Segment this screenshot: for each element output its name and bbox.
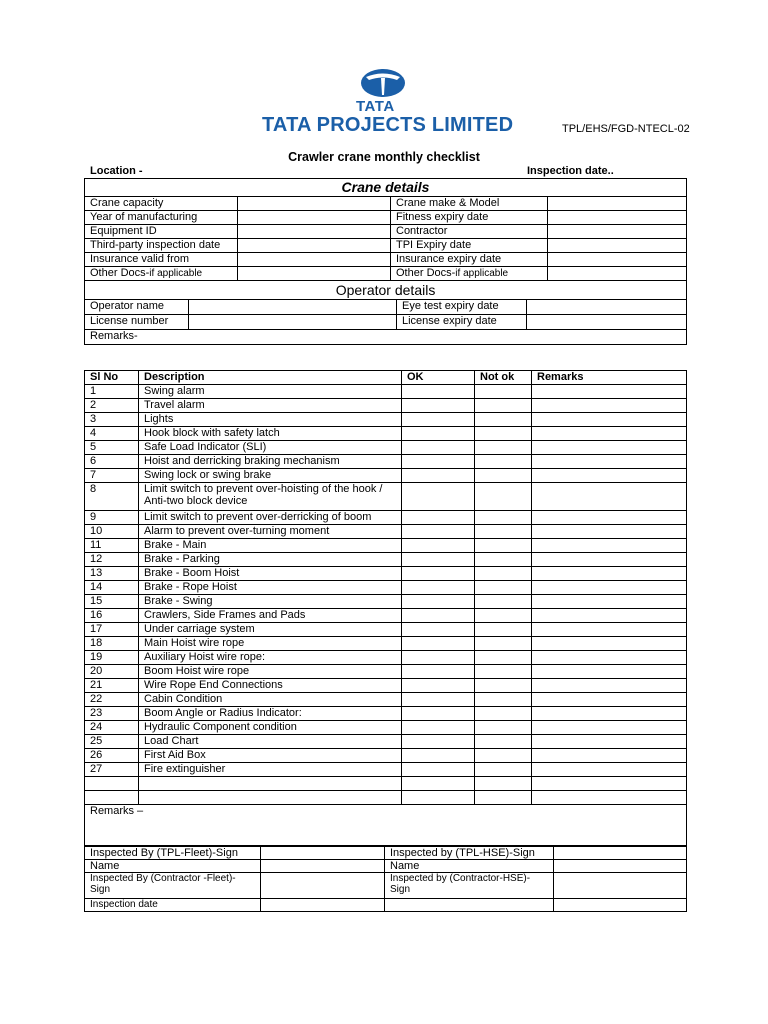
item-number: 22 (85, 693, 139, 707)
crane-row (85, 197, 687, 211)
item-number: 9 (85, 511, 139, 525)
not-ok-cell[interactable] (475, 595, 532, 609)
item-description (139, 413, 402, 427)
item-number: 2 (85, 399, 139, 413)
crane-field-label: Insurance expiry date (391, 253, 548, 267)
checklist-remarks-row (85, 805, 687, 846)
item-number: 19 (85, 651, 139, 665)
col-header-not-ok: Not ok (475, 371, 532, 385)
item-description (139, 399, 402, 413)
remarks-cell[interactable] (532, 469, 687, 483)
crane-field-value[interactable] (548, 197, 687, 211)
ok-cell[interactable] (402, 637, 475, 651)
blank-cell[interactable] (532, 777, 687, 791)
blank-cell[interactable] (85, 777, 139, 791)
not-ok-cell[interactable] (475, 721, 532, 735)
remarks-cell[interactable] (532, 609, 687, 623)
item-description (139, 749, 402, 763)
checklist-row (85, 385, 687, 399)
item-description (139, 693, 402, 707)
checklist-row (85, 455, 687, 469)
item-description-line: Anti-two block device (144, 495, 248, 507)
item-description (139, 525, 402, 539)
crane-field-label (85, 267, 238, 281)
item-description-line: Boom Hoist wire rope (144, 665, 250, 677)
item-number: 26 (85, 749, 139, 763)
not-ok-cell[interactable] (475, 441, 532, 455)
crane-field-value[interactable] (548, 225, 687, 239)
if-applicable-note: if applicable (149, 268, 203, 279)
not-ok-cell[interactable] (475, 553, 532, 567)
not-ok-cell[interactable] (475, 413, 532, 427)
item-number: 3 (85, 413, 139, 427)
checklist-row (85, 441, 687, 455)
remarks-cell[interactable] (532, 623, 687, 637)
item-number: 5 (85, 441, 139, 455)
other-docs-label: Other Docs- (90, 267, 150, 279)
crane-row (85, 253, 687, 267)
item-description-line: Travel alarm (144, 399, 205, 411)
item-number: 4 (85, 427, 139, 441)
signoff-label (85, 873, 261, 899)
item-description (139, 483, 402, 511)
item-description-line: Alarm to prevent over-turning moment (144, 525, 330, 537)
item-number: 27 (85, 763, 139, 777)
remarks-cell[interactable] (532, 581, 687, 595)
crane-row (85, 211, 687, 225)
checklist-row (85, 581, 687, 595)
remarks-cell[interactable] (532, 763, 687, 777)
remarks-cell[interactable] (532, 721, 687, 735)
checklist-row (85, 679, 687, 693)
item-description-line: Under carriage system (144, 623, 255, 635)
item-description (139, 665, 402, 679)
not-ok-cell[interactable] (475, 609, 532, 623)
signoff-row (85, 873, 687, 899)
crane-field-label: Fitness expiry date (391, 211, 548, 225)
item-description (139, 609, 402, 623)
remarks-cell[interactable] (532, 707, 687, 721)
item-description-line: Boom Angle or Radius Indicator: (144, 707, 302, 719)
item-description-line: Fire extinguisher (144, 763, 226, 775)
checklist-row (85, 693, 687, 707)
blank-cell[interactable] (385, 899, 554, 912)
remarks-cell[interactable] (532, 637, 687, 651)
crane-field-value[interactable] (548, 239, 687, 253)
remarks-cell[interactable] (532, 427, 687, 441)
ok-cell[interactable] (402, 483, 475, 511)
if-applicable-note: if applicable (455, 268, 509, 279)
remarks-cell[interactable] (532, 665, 687, 679)
checklist-row (85, 427, 687, 441)
ok-cell[interactable] (402, 553, 475, 567)
col-header-description: Description (139, 371, 402, 385)
crane-field-label (391, 267, 548, 281)
remarks-cell[interactable] (532, 511, 687, 525)
not-ok-cell[interactable] (475, 651, 532, 665)
checklist-remarks[interactable]: Remarks – (85, 805, 687, 846)
blank-cell[interactable] (475, 777, 532, 791)
remarks-cell[interactable] (532, 455, 687, 469)
operator-details-table (84, 280, 687, 345)
item-description-line: Swing alarm (144, 385, 205, 397)
item-number: 21 (85, 679, 139, 693)
not-ok-cell[interactable] (475, 399, 532, 413)
crane-field-label: Crane make & Model (391, 197, 548, 211)
item-description (139, 385, 402, 399)
checklist-row (85, 735, 687, 749)
item-description-line: Brake - Boom Hoist (144, 567, 240, 579)
remarks-cell[interactable] (532, 693, 687, 707)
item-description-line: Crawlers, Side Frames and Pads (144, 609, 306, 621)
not-ok-cell[interactable] (475, 525, 532, 539)
item-number: 6 (85, 455, 139, 469)
ok-cell[interactable] (402, 441, 475, 455)
item-number: 10 (85, 525, 139, 539)
checklist-row (85, 553, 687, 567)
crane-field-label: TPI Expiry date (391, 239, 548, 253)
item-number: 18 (85, 637, 139, 651)
operator-details-header-row (85, 281, 687, 300)
operator-details-title: Operator details (85, 281, 687, 300)
checklist-row (85, 763, 687, 777)
item-number: 8 (85, 483, 139, 511)
signoff-label-line: Sign (90, 884, 111, 895)
item-number: 7 (85, 469, 139, 483)
signoff-label-line: Inspected By (Contractor -Fleet)- (90, 873, 236, 884)
item-description (139, 511, 402, 525)
ok-cell[interactable] (402, 567, 475, 581)
checklist-row (85, 595, 687, 609)
blank-cell[interactable] (402, 791, 475, 805)
not-ok-cell[interactable] (475, 679, 532, 693)
operator-remarks[interactable]: Remarks- (85, 330, 687, 345)
not-ok-cell[interactable] (475, 455, 532, 469)
brand-name: TATA PROJECTS LIMITED (262, 114, 514, 136)
checklist-header-row (85, 371, 687, 385)
item-description-line: Limit switch to prevent over-derricking of boom (144, 511, 372, 523)
checklist-table (84, 370, 687, 846)
item-description (139, 469, 402, 483)
ok-cell[interactable] (402, 665, 475, 679)
signoff-label: Inspection date (85, 899, 261, 912)
signature-field[interactable] (554, 873, 687, 899)
item-number: 17 (85, 623, 139, 637)
ok-cell[interactable] (402, 749, 475, 763)
not-ok-cell[interactable] (475, 735, 532, 749)
logo-tata-text: TATA (356, 98, 395, 115)
signoff-label: Inspected by (TPL-HSE)-Sign (385, 847, 554, 860)
blank-cell[interactable] (139, 791, 402, 805)
checklist-row (85, 651, 687, 665)
operator-field-label: License number (85, 315, 189, 330)
operator-field-value[interactable] (189, 300, 397, 315)
item-number: 13 (85, 567, 139, 581)
ok-cell[interactable] (402, 763, 475, 777)
ok-cell[interactable] (402, 427, 475, 441)
item-description-line: Brake - Swing (144, 595, 213, 607)
crane-field-label: Equipment ID (85, 225, 238, 239)
checklist-row (85, 721, 687, 735)
item-description (139, 763, 402, 777)
operator-field-label: License expiry date (397, 315, 527, 330)
crane-details-table (84, 178, 687, 281)
item-number: 15 (85, 595, 139, 609)
item-number: 12 (85, 553, 139, 567)
item-description-line: First Aid Box (144, 749, 206, 761)
item-description (139, 567, 402, 581)
checklist-row (85, 469, 687, 483)
crane-row (85, 267, 687, 281)
signoff-label: Inspected By (TPL-Fleet)-Sign (85, 847, 261, 860)
ok-cell[interactable] (402, 707, 475, 721)
name-field[interactable] (261, 860, 385, 873)
item-description (139, 455, 402, 469)
blank-cell[interactable] (139, 777, 402, 791)
ok-cell[interactable] (402, 679, 475, 693)
not-ok-cell[interactable] (475, 427, 532, 441)
item-description-line: Safe Load Indicator (SLI) (144, 441, 267, 453)
crane-field-value[interactable] (238, 253, 391, 267)
crane-details-title: Crane details (85, 179, 687, 197)
not-ok-cell[interactable] (475, 581, 532, 595)
item-number: 14 (85, 581, 139, 595)
remarks-cell[interactable] (532, 525, 687, 539)
not-ok-cell[interactable] (475, 469, 532, 483)
operator-row (85, 315, 687, 330)
checklist-row (85, 623, 687, 637)
crane-field-label: Crane capacity (85, 197, 238, 211)
not-ok-cell[interactable] (475, 637, 532, 651)
item-description (139, 581, 402, 595)
location-label: Location - (90, 165, 143, 177)
crane-field-label: Contractor (391, 225, 548, 239)
name-field[interactable] (554, 860, 687, 873)
remarks-cell[interactable] (532, 399, 687, 413)
ok-cell[interactable] (402, 469, 475, 483)
date-field[interactable] (261, 899, 385, 912)
checklist-body (85, 385, 687, 777)
item-description (139, 441, 402, 455)
item-description-line: Cabin Condition (144, 693, 223, 705)
ok-cell[interactable] (402, 609, 475, 623)
crane-field-label: Insurance valid from (85, 253, 238, 267)
blank-cell[interactable] (475, 791, 532, 805)
operator-field-label: Operator name (85, 300, 189, 315)
signature-field[interactable] (554, 847, 687, 860)
signature-field[interactable] (261, 847, 385, 860)
item-number: 20 (85, 665, 139, 679)
ok-cell[interactable] (402, 693, 475, 707)
ok-cell[interactable] (402, 721, 475, 735)
ok-cell[interactable] (402, 581, 475, 595)
item-description-line: Lights (144, 413, 174, 425)
ok-cell[interactable] (402, 651, 475, 665)
page-title: Crawler crane monthly checklist (288, 150, 480, 164)
item-description (139, 721, 402, 735)
signoff-label: Name (385, 860, 554, 873)
item-description-line: Brake - Rope Hoist (144, 581, 237, 593)
crane-field-label: Third-party inspection date (85, 239, 238, 253)
remarks-cell[interactable] (532, 413, 687, 427)
operator-field-label: Eye test expiry date (397, 300, 527, 315)
crane-field-value[interactable] (548, 211, 687, 225)
checklist-blank-row (85, 791, 687, 805)
item-description-line: Auxiliary Hoist wire rope: (144, 651, 266, 663)
checklist-row (85, 525, 687, 539)
ok-cell[interactable] (402, 623, 475, 637)
item-description (139, 735, 402, 749)
inspection-date-label: Inspection date.. (527, 165, 614, 177)
signature-field[interactable] (261, 873, 385, 899)
remarks-cell[interactable] (532, 385, 687, 399)
ok-cell[interactable] (402, 413, 475, 427)
item-description-line: Limit switch to prevent over-hoisting of the hook / (144, 483, 383, 495)
blank-cell[interactable] (532, 791, 687, 805)
ok-cell[interactable] (402, 455, 475, 469)
remarks-cell[interactable] (532, 679, 687, 693)
signoff-row (85, 899, 687, 912)
item-description (139, 553, 402, 567)
col-header-remarks: Remarks (532, 371, 687, 385)
signoff-label (385, 873, 554, 899)
item-description-line: Swing lock or swing brake (144, 469, 272, 481)
crane-field-value[interactable] (548, 253, 687, 267)
item-description (139, 595, 402, 609)
ok-cell[interactable] (402, 399, 475, 413)
operator-field-value[interactable] (527, 300, 687, 315)
company-logo (262, 68, 518, 138)
signoff-row (85, 847, 687, 860)
checklist-row (85, 609, 687, 623)
crane-field-value[interactable] (238, 239, 391, 253)
item-number: 23 (85, 707, 139, 721)
ok-cell[interactable] (402, 385, 475, 399)
checklist-row (85, 539, 687, 553)
item-number: 24 (85, 721, 139, 735)
item-description (139, 651, 402, 665)
not-ok-cell[interactable] (475, 749, 532, 763)
blank-cell[interactable] (554, 899, 687, 912)
ok-cell[interactable] (402, 539, 475, 553)
not-ok-cell[interactable] (475, 623, 532, 637)
ok-cell[interactable] (402, 595, 475, 609)
crane-field-label: Year of manufacturing (85, 211, 238, 225)
crane-row (85, 239, 687, 253)
operator-row (85, 300, 687, 315)
signoff-table (84, 846, 687, 912)
ok-cell[interactable] (402, 735, 475, 749)
not-ok-cell[interactable] (475, 511, 532, 525)
remarks-cell[interactable] (532, 595, 687, 609)
other-docs-label: Other Docs- (396, 267, 456, 279)
item-description (139, 679, 402, 693)
col-header-ok: OK (402, 371, 475, 385)
tata-logo-icon (360, 68, 406, 98)
checklist-row (85, 749, 687, 763)
not-ok-cell[interactable] (475, 567, 532, 581)
checklist-row (85, 637, 687, 651)
not-ok-cell[interactable] (475, 763, 532, 777)
item-description-line: Hook block with safety latch (144, 427, 280, 439)
not-ok-cell[interactable] (475, 385, 532, 399)
item-description-line: Hoist and derricking braking mechanism (144, 455, 340, 467)
crane-field-value[interactable] (238, 197, 391, 211)
item-description-line: Main Hoist wire rope (144, 637, 245, 649)
signoff-label: Name (85, 860, 261, 873)
checklist-row (85, 707, 687, 721)
item-description (139, 427, 402, 441)
crane-field-value[interactable] (238, 225, 391, 239)
blank-cell[interactable] (402, 777, 475, 791)
item-number: 25 (85, 735, 139, 749)
item-description-line: Wire Rope End Connections (144, 679, 283, 691)
item-number: 16 (85, 609, 139, 623)
checklist-row (85, 511, 687, 525)
signoff-label-line: Inspected by (Contractor-HSE)- (390, 873, 531, 884)
signoff-label-line: Sign (390, 884, 411, 895)
crane-field-value[interactable] (238, 267, 391, 281)
checklist-blank-row (85, 777, 687, 791)
remarks-cell[interactable] (532, 539, 687, 553)
not-ok-cell[interactable] (475, 665, 532, 679)
checklist-row (85, 413, 687, 427)
item-description (139, 637, 402, 651)
remarks-cell[interactable] (532, 567, 687, 581)
checklist-row (85, 567, 687, 581)
ok-cell[interactable] (402, 511, 475, 525)
signoff-row (85, 860, 687, 873)
item-description (139, 707, 402, 721)
crane-field-value[interactable] (548, 267, 687, 281)
item-description-line: Load Chart (144, 735, 199, 747)
remarks-cell[interactable] (532, 553, 687, 567)
item-description (139, 539, 402, 553)
remarks-cell[interactable] (532, 441, 687, 455)
col-header-sl-no: Sl No (85, 371, 139, 385)
checklist-row (85, 665, 687, 679)
operator-field-value[interactable] (527, 315, 687, 330)
item-number: 11 (85, 539, 139, 553)
checklist-row (85, 399, 687, 413)
remarks-cell[interactable] (532, 749, 687, 763)
remarks-cell[interactable] (532, 735, 687, 749)
remarks-cell[interactable] (532, 651, 687, 665)
item-description-line: Brake - Parking (144, 553, 220, 565)
item-description-line: Brake - Main (144, 539, 207, 551)
blank-cell[interactable] (85, 791, 139, 805)
not-ok-cell[interactable] (475, 707, 532, 721)
remarks-cell[interactable] (532, 483, 687, 511)
not-ok-cell[interactable] (475, 483, 532, 511)
document-code: TPL/EHS/FGD-NTECL-02 (562, 123, 690, 135)
item-description-line: Hydraulic Component condition (144, 721, 297, 733)
item-number: 1 (85, 385, 139, 399)
not-ok-cell[interactable] (475, 693, 532, 707)
ok-cell[interactable] (402, 525, 475, 539)
checklist-row (85, 483, 687, 511)
crane-details-header-row (85, 179, 687, 197)
item-description (139, 623, 402, 637)
crane-row (85, 225, 687, 239)
crane-field-value[interactable] (238, 211, 391, 225)
not-ok-cell[interactable] (475, 539, 532, 553)
operator-remarks-row (85, 330, 687, 345)
operator-field-value[interactable] (189, 315, 397, 330)
